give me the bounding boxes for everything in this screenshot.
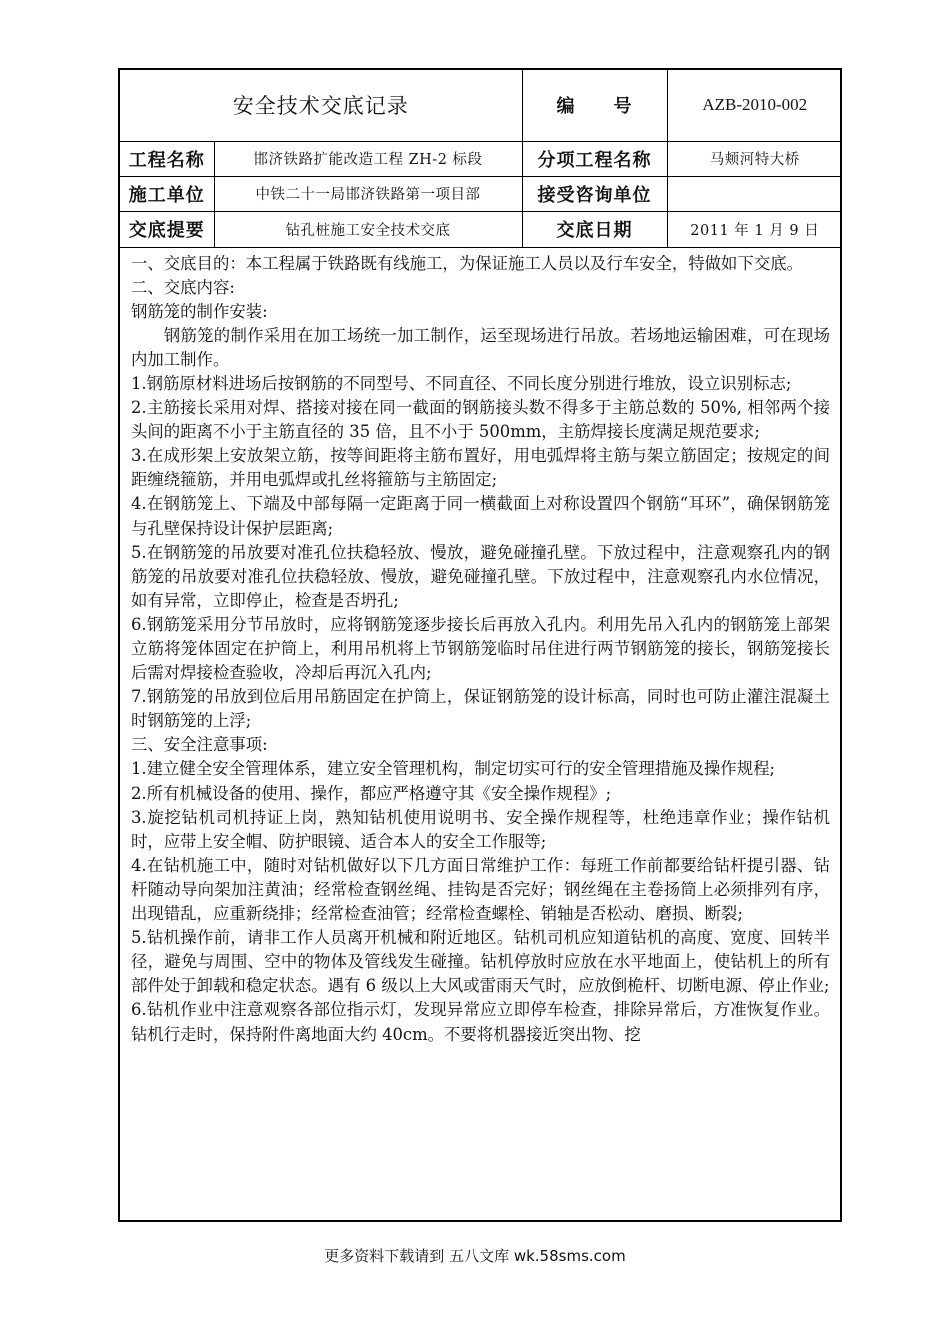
briefing-date-value: 2011 年 1 月 9 日	[667, 211, 842, 247]
content-paragraph: 钢筋笼的制作采用在加工场统一加工制作，运至现场进行吊放。若场地运输困难，可在现场内加工制作。	[131, 325, 830, 369]
project-name-label: 工程名称	[120, 141, 214, 176]
content-paragraph: 三、安全注意事项:	[131, 735, 268, 755]
consulting-unit-value	[667, 176, 842, 211]
header-table	[120, 70, 842, 248]
content-paragraph: 3.在成形架上安放架立筋，按等间距将主筋布置好，用电弧焊将主筋与架立筋固定；按规定的间距缠绕箍筋，并用电弧焊或扎丝将箍筋与主筋固定;	[131, 446, 830, 490]
content-paragraph: 3.旋挖钻机司机持证上岗，熟知钻机使用说明书、安全操作规程等，杜绝违章作业；操作钻机时，应带上安全帽、防护眼镜、适合本人的安全工作服等;	[131, 807, 830, 851]
number-label: 编 号	[522, 70, 667, 141]
subproject-name-label: 分项工程名称	[522, 141, 667, 176]
content-paragraph: 2.所有机械设备的使用、操作，都应严格遵守其《安全操作规程》;	[131, 783, 612, 803]
content-paragraph: 6.钢筋笼采用分节吊放时，应将钢筋笼逐步接长后再放入孔内。利用先吊入孔内的钢筋笼上部架立筋将笼体固定在护筒上，利用吊机将上节钢筋笼临时吊住进行两节钢筋笼的接长，钢筋笼接长后需对焊接检查验收，冷却后再沉入孔内;	[131, 614, 830, 683]
content-paragraph: 钢筋笼的制作安装:	[131, 301, 268, 321]
briefing-summary-label: 交底提要	[120, 211, 214, 247]
content-paragraph: 一、交底目的：本工程属于铁路既有线施工，为保证施工人员以及行车安全，特做如下交底。	[131, 253, 804, 273]
construction-unit-label: 施工单位	[120, 176, 214, 211]
briefing-content	[120, 248, 840, 1047]
content-paragraph: 1.钢筋原材料进场后按钢筋的不同型号、不同直径、不同长度分别进行堆放，设立识别标志;	[131, 373, 792, 393]
content-paragraph: 2.主筋接长采用对焊、搭接对接在同一截面的钢筋接头数不得多于主筋总数的 50%, 相邻两个接头间的距离不小于主筋直径的 35 倍，且不小于 500mm，主筋焊接长度满足规范要求;	[131, 398, 830, 442]
construction-unit-value: 中铁二十一局邯济铁路第一项目部	[214, 176, 522, 211]
consulting-unit-label: 接受咨询单位	[522, 176, 667, 211]
briefing-summary-value: 钻孔桩施工安全技术交底	[214, 211, 522, 247]
content-paragraph: 4.在钢筋笼上、下端及中部每隔一定距离于同一横截面上对称设置四个钢筋“耳环”，确保钢筋笼与孔壁保持设计保护层距离;	[131, 494, 830, 538]
project-name-value: 邯济铁路扩能改造工程 ZH-2 标段	[214, 141, 522, 176]
content-paragraph: 5.在钢筋笼的吊放要对准孔位扶稳轻放、慢放，避免碰撞孔壁。下放过程中，注意观察孔内的钢筋笼的吊放要对准孔位扶稳轻放、慢放，避免碰撞孔壁。下放过程中，注意观察孔内水位情况，如有异常，立即停止，检查是否坍孔;	[131, 542, 830, 610]
safety-briefing-record-form	[118, 68, 842, 1222]
content-paragraph: 二、交底内容:	[131, 277, 235, 297]
content-paragraph: 5.钻机操作前，请非工作人员离开机械和附近地区。钻机司机应知道钻机的高度、宽度、回转半径，避免与周围、空中的物体及管线发生碰撞。钻机停放时应放在水平地面上，使钻机上的所有部件处于卸载和稳定状态。遇有 6 级以上大风或雷雨天气时，应放倒桅杆、切断电源、停止作业;	[131, 928, 830, 996]
number-value: AZB-2010-002	[667, 70, 842, 141]
content-paragraph: 6.钻机作业中注意观察各部位指示灯，发现异常应立即停车检查，排除异常后，方准恢复作业。钻机行走时，保持附件离地面大约 40cm。不要将机器接近突出物、挖	[131, 1000, 830, 1044]
subproject-name-value: 马颊河特大桥	[667, 141, 842, 176]
briefing-date-label: 交底日期	[522, 211, 667, 247]
content-paragraph: 4.在钻机施工中，随时对钻机做好以下几方面日常维护工作：每班工作前都要给钻杆提引器、钻杆随动导向架加注黄油；经常检查钢丝绳、挂钩是否完好；钢丝绳在主卷扬筒上必须排列有序，出现错乱，应重新绕排；经常检查油管；经常检查螺栓、销轴是否松动、磨损、断裂;	[131, 855, 830, 924]
content-paragraph: 7.钢筋笼的吊放到位后用吊筋固定在护筒上，保证钢筋笼的设计标高，同时也可防止灌注混凝土时钢筋笼的上浮;	[131, 687, 830, 731]
footer-download-note: 更多资料下载请到 五八文库 wk.58sms.com	[324, 1247, 626, 1265]
content-paragraph: 1.建立健全安全管理体系，建立安全管理机构，制定切实可行的安全管理措施及操作规程;	[131, 759, 776, 779]
form-title: 安全技术交底记录	[120, 70, 522, 141]
